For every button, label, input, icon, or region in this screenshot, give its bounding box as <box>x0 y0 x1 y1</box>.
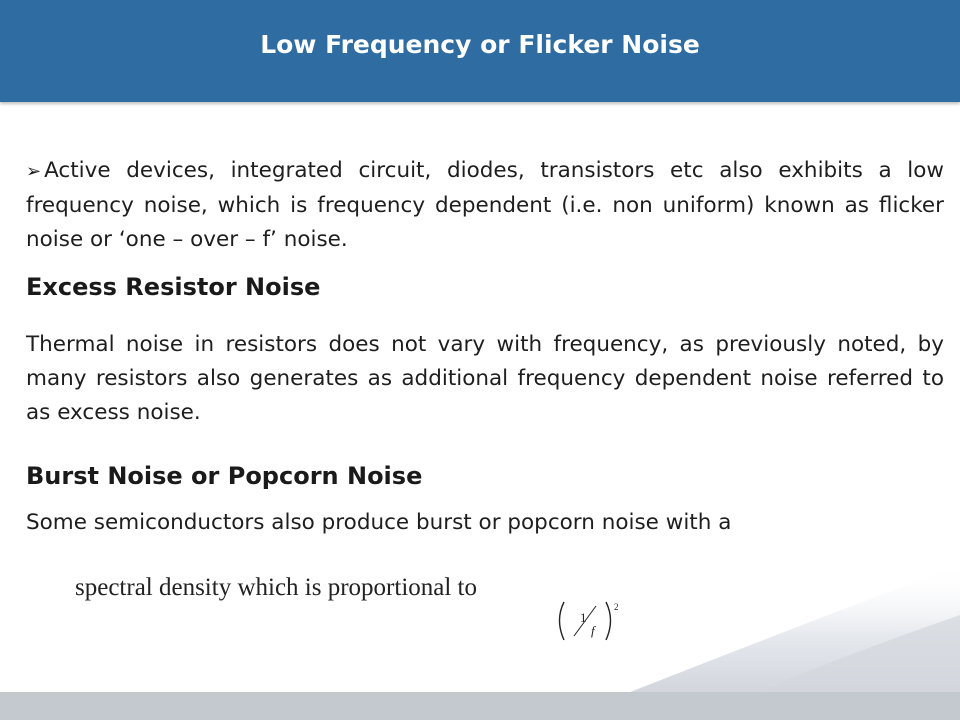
formula-exponent: 2 <box>614 602 619 612</box>
burst-noise-heading: Burst Noise or Popcorn Noise <box>26 462 423 490</box>
arrow-bullet-icon: ➢ <box>26 161 42 182</box>
formula-lead-text: spectral density which is proportional to <box>75 574 478 601</box>
excess-resistor-heading: Excess Resistor Noise <box>26 273 321 301</box>
one-over-f-squared-formula <box>554 598 624 644</box>
burst-noise-paragraph: Some semiconductors also produce burst or popcorn noise with a <box>26 510 732 535</box>
formula-numerator: 1 <box>580 610 587 625</box>
excess-resistor-paragraph: Thermal noise in resistors does not vary with frequency, as previously noted, by many resistors also generates as additional frequency dependent noise referred to as excess noise. <box>26 332 944 425</box>
flicker-bullet-text: Active devices, integrated circuit, diodes, transistors etc also exhibits a low frequency noise, which is frequency dependent (i.e. non uniform) known as flicker noise or ‘one – over – f’ noise. <box>26 158 944 252</box>
formula-denominator: f <box>591 623 595 638</box>
flicker-bullet-paragraph <box>26 154 944 257</box>
slide-title: Low Frequency or Flicker Noise <box>260 30 700 59</box>
